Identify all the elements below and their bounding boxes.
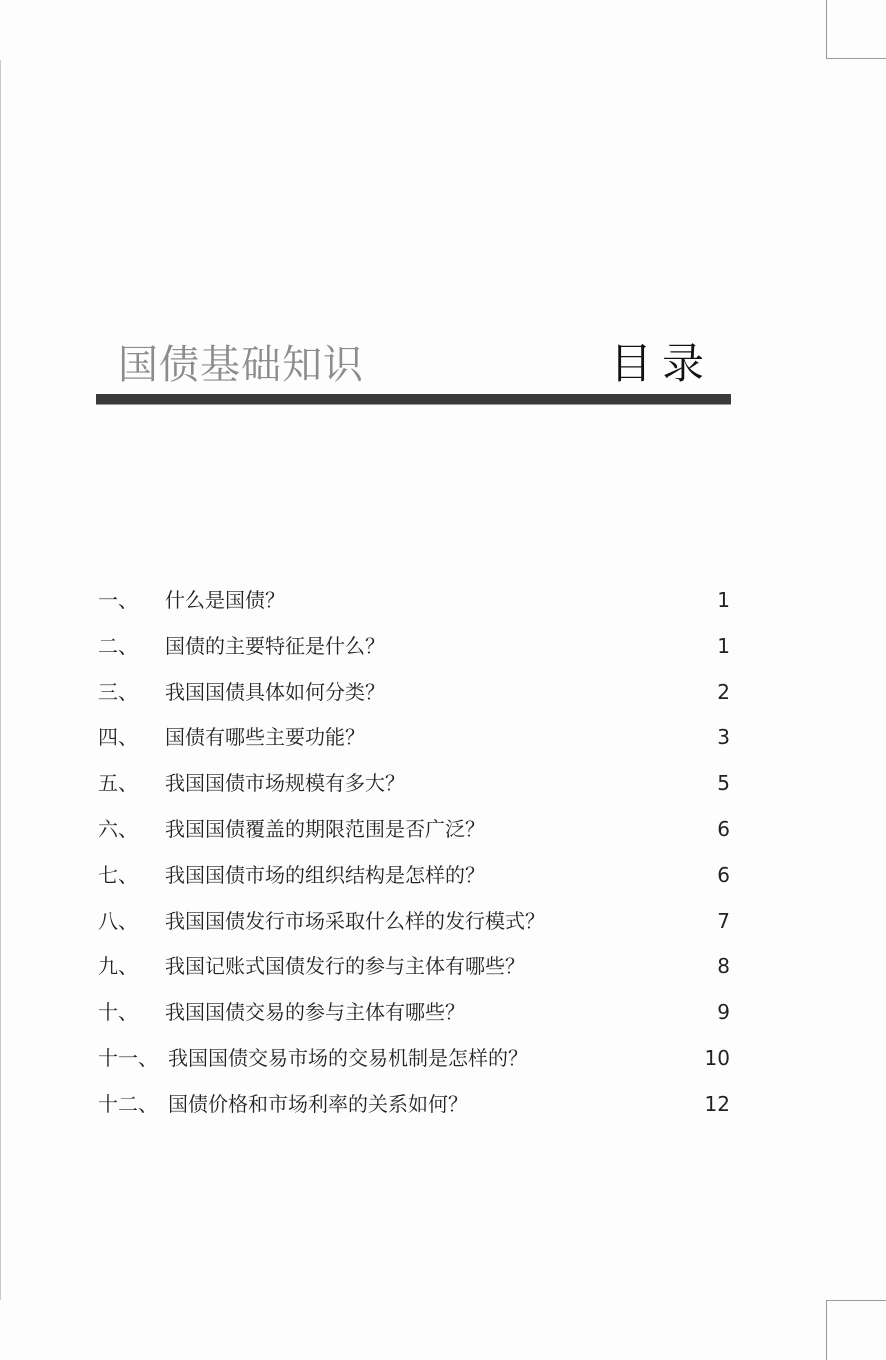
toc-entry-5[interactable]: [98, 761, 730, 807]
toc-entry-title: 国债价格和市场利率的关系如何？: [168, 1091, 468, 1116]
toc-entry-number: 一、: [98, 588, 138, 612]
table-of-contents: [98, 578, 730, 1128]
toc-entry-8[interactable]: [98, 899, 730, 945]
toc-entry-page: 8: [717, 954, 730, 979]
toc-entry-title: 我国国债发行市场采取什么样的发行模式？: [165, 908, 545, 933]
page-left-edge: [0, 60, 1, 1300]
crop-mark-top-right: [826, 0, 886, 59]
toc-entry-number: 七、: [98, 862, 138, 887]
toc-entry-title: 我国国债覆盖的期限范围是否广泛？: [165, 816, 485, 841]
toc-entry-number: 三、: [98, 679, 138, 704]
toc-entry-page: 1: [717, 633, 730, 658]
toc-entry-title: 我国国债交易的参与主体有哪些？: [165, 1000, 465, 1025]
toc-entry-page: 3: [717, 725, 730, 750]
crop-mark-bottom-right: [826, 1300, 886, 1360]
toc-entry-number: 八、: [98, 908, 138, 933]
toc-entry-number: 十二、: [98, 1091, 158, 1116]
toc-entry-6[interactable]: [98, 807, 730, 853]
toc-entry-11[interactable]: [98, 1036, 730, 1082]
toc-entry-page: 9: [717, 1000, 730, 1025]
toc-entry-number: 二、: [98, 633, 138, 658]
toc-entry-title: 我国国债市场规模有多大？: [165, 771, 405, 796]
toc-entry-page: 6: [717, 816, 730, 841]
page-header: [96, 325, 730, 405]
toc-entry-page: 10: [704, 1045, 730, 1070]
toc-entry-7[interactable]: [98, 853, 730, 899]
toc-entry-3[interactable]: [98, 670, 730, 716]
toc-entry-page: 6: [717, 862, 730, 887]
toc-entry-1[interactable]: [98, 578, 730, 624]
toc-entry-12[interactable]: [98, 1082, 730, 1128]
toc-entry-9[interactable]: [98, 944, 730, 990]
toc-entry-page: 2: [717, 679, 730, 704]
toc-entry-number: 六、: [98, 816, 138, 841]
toc-entry-title: 我国国债市场的组织结构是怎样的？: [165, 862, 485, 887]
toc-heading: 目录: [609, 339, 714, 388]
toc-entry-title: 我国国债交易市场的交易机制是怎样的？: [168, 1045, 528, 1070]
toc-entry-2[interactable]: [98, 624, 730, 670]
toc-entry-number: 五、: [98, 771, 138, 796]
toc-entry-title: 我国国债具体如何分类？: [165, 679, 385, 704]
toc-entry-number: 四、: [98, 725, 138, 750]
toc-entry-title: 国债的主要特征是什么？: [165, 633, 385, 658]
toc-entry-title: 国债有哪些主要功能？: [165, 725, 365, 750]
toc-entry-title: 什么是国债？: [165, 588, 285, 612]
header-rule: [96, 394, 731, 405]
toc-entry-page: 5: [717, 771, 730, 796]
toc-entry-title: 我国记账式国债发行的参与主体有哪些？: [165, 954, 525, 979]
toc-entry-number: 十、: [98, 1000, 138, 1025]
toc-entry-page: 1: [717, 588, 730, 612]
toc-entry-page: 7: [717, 908, 730, 933]
book-title: 国债基础知识: [118, 342, 364, 388]
toc-entry-page: 12: [704, 1091, 730, 1116]
toc-entry-number: 九、: [98, 954, 138, 979]
toc-entry-4[interactable]: [98, 715, 730, 761]
toc-entry-10[interactable]: [98, 990, 730, 1036]
toc-entry-number: 十一、: [98, 1045, 158, 1070]
